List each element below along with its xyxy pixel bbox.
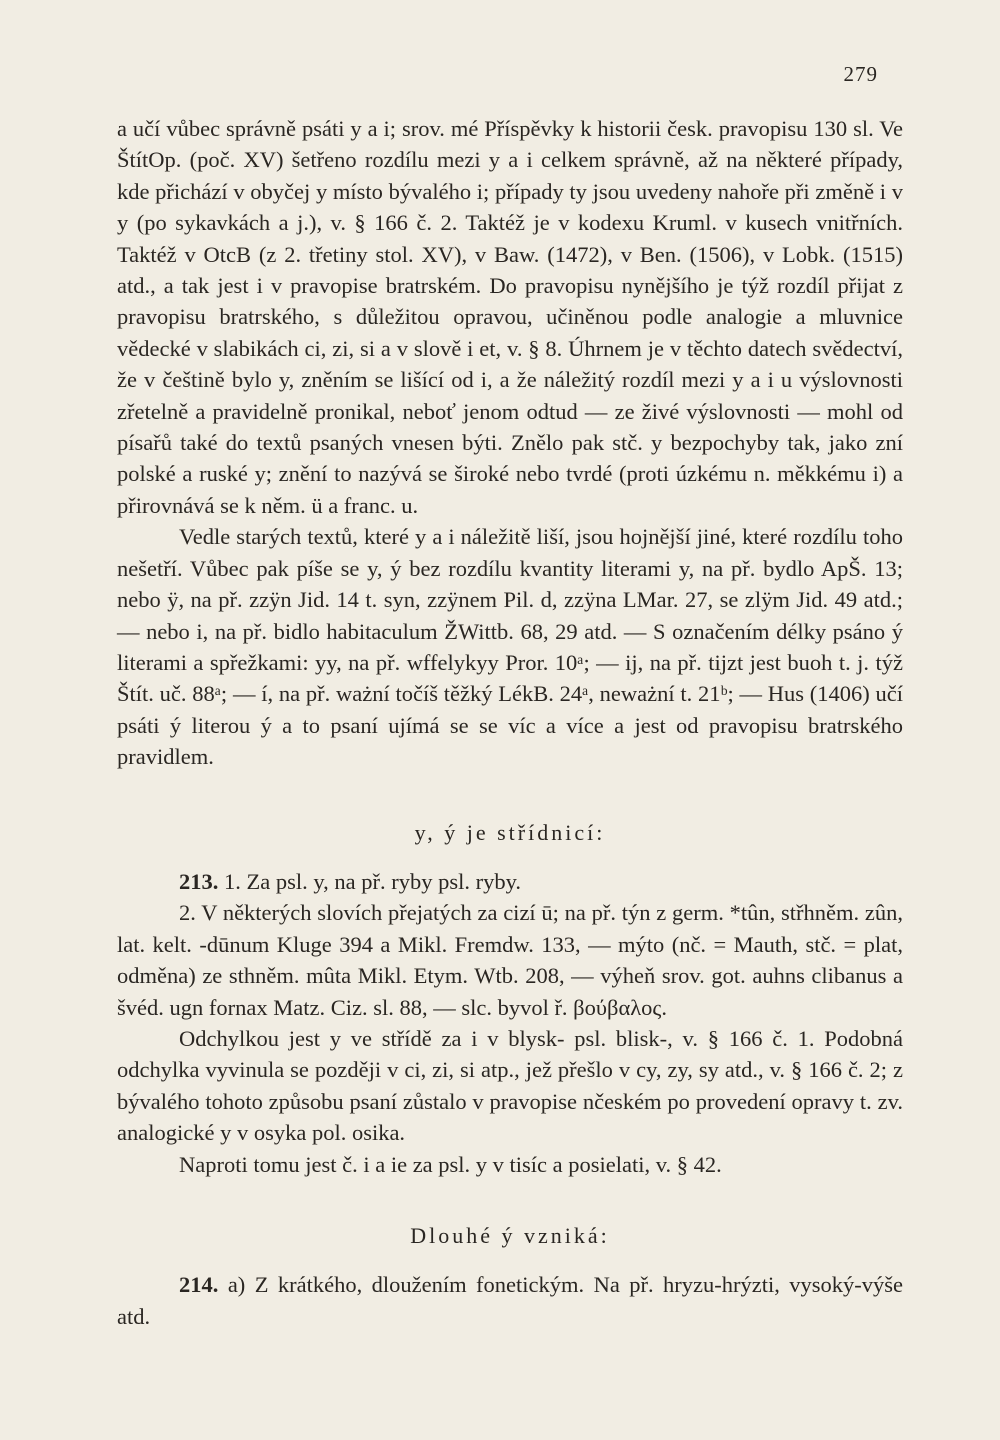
section-213-item-2: 2. V některých slovích přejatých za cizí ū; na př. týn z germ. *tûn, střhněm. zûn, lat. kelt. -dūnum Kluge 394 a Mikl. Fremdw. 133, — mýto (nč. = Mauth, stč. = plat, odměna) ze sthněm. mûta Mikl. Etym. Wtb. 208, — výheň srov. got. auhns clibanus a švéd. ugn fornax Matz. Ciz. sl. 88, — slc. byvol ř. βούβαλος. bbox=[117, 900, 903, 1020]
section-number: 214. bbox=[179, 1272, 219, 1298]
paragraph: Vedle starých textů, které y a i náležitě liší, jsou hojnější jiné, které rozdílu toho nešetří. Vůbec pak píše se y, ý bez rozdílu kvantity literami y, na př. bydlo ApŠ. 13; nebo ÿ, na př. zzÿn Jid. 14 t. syn, zzÿnem Pil. d, zzÿna LMar. 27, se zlÿm Jid. 49 atd.; — nebo i, na př. bidlo habitaculum ŽWittb. 68, 29 atd. — S označením délky psáno ý literami a spřežkami: yy, na př. wffelykyy Pror. 10ᵃ; — ij, na př. tijzt jest buoh t. j. týž Štít. uč. 88ᵃ; — í, na př. ważní točíš těžký LékB. 24ᵃ, neważní t. 21ᵇ; — Hus (1406) učí psáti ý literou ý a to psaní ujímá se se víc a více a jest od pravopisu bratrského pravidlem. bbox=[117, 524, 903, 770]
section-213-item-1 bbox=[117, 866, 903, 897]
section-213-deviation: Odchylkou jest y ve střídě za i v blysk- psl. blisk-, v. § 166 č. 1. Podobná odchylka vyvinula se později v ci, zi, si atp., jež přešlo v cy, zy, sy atd., v. § 166 č. 2; z bývalého tohoto způsobu psaní zůstalo v pravopise nčeském po provedení opravy t. zv. analogické y v osyka pol. osika. bbox=[117, 1025, 903, 1146]
body-text bbox=[117, 113, 903, 1332]
section-heading: y, ý je střídnicí: bbox=[414, 819, 606, 845]
item-text: a) Z krátkého, dloužením fonetickým. Na př. hryzu-hrýzti, vysoký-výše atd. bbox=[117, 1272, 904, 1329]
section-number: 213. bbox=[179, 868, 219, 894]
section-heading: Dlouhé ý vzniká: bbox=[410, 1223, 610, 1248]
paragraph: a učí vůbec správně psáti y a i; srov. mé Příspěvky k historii česk. pravopisu 130 sl. Ve ŠtítOp. (poč. XV) šetřeno rozdílu mezi y a i celkem správně, až na některé případy, kde přichází v obyčej y místo bývalého i; případy ty jsou uvedeny nahoře při změně i v y (po sykavkách a j.), v. § 166 č. 2. Taktéž je v kodexu Kruml. v kusech vnitřních. Taktéž v OtcB (z 2. třetiny stol. XV), v Baw. (1472), v Ben. (1506), v Lobk. (1515) atd., a tak jest i v pravopise bratrském. Do pravopisu nynějšího je týž rozdíl přijat z pravopisu bratrského, s důležitou opravou, učiněnou podle analogie a mluvnice vědecké v slabikách ci, zi, si a v slově i et, v. § 8. Úhrnem je v těchto datech svědectví, že v češtině bylo y, zněním se lišící od i, a že náležitý rozdíl mezi y a i u výslovnosti zřetelně a pravidelně pronikal, neboť jenom odtud — ze živé výslovnosti — mohl od písařů také do textů psaných vnesen býti. Znělo pak stč. y bezpochyby tak, jako zní polské a ruské y; znění to nazývá se široké nebo tvrdé (proti úzkému n. měkkému i) a přirovnává se k něm. ü a franc. u. bbox=[117, 116, 903, 518]
page-number: 279 bbox=[843, 62, 878, 86]
item-text: 1. Za psl. y, na př. ryby psl. ryby. bbox=[224, 868, 522, 894]
section-214-item-a bbox=[117, 1269, 903, 1332]
section-213-contrast: Naproti tomu jest č. i a ie za psl. y v tisíc a posielati, v. § 42. bbox=[179, 1151, 722, 1177]
